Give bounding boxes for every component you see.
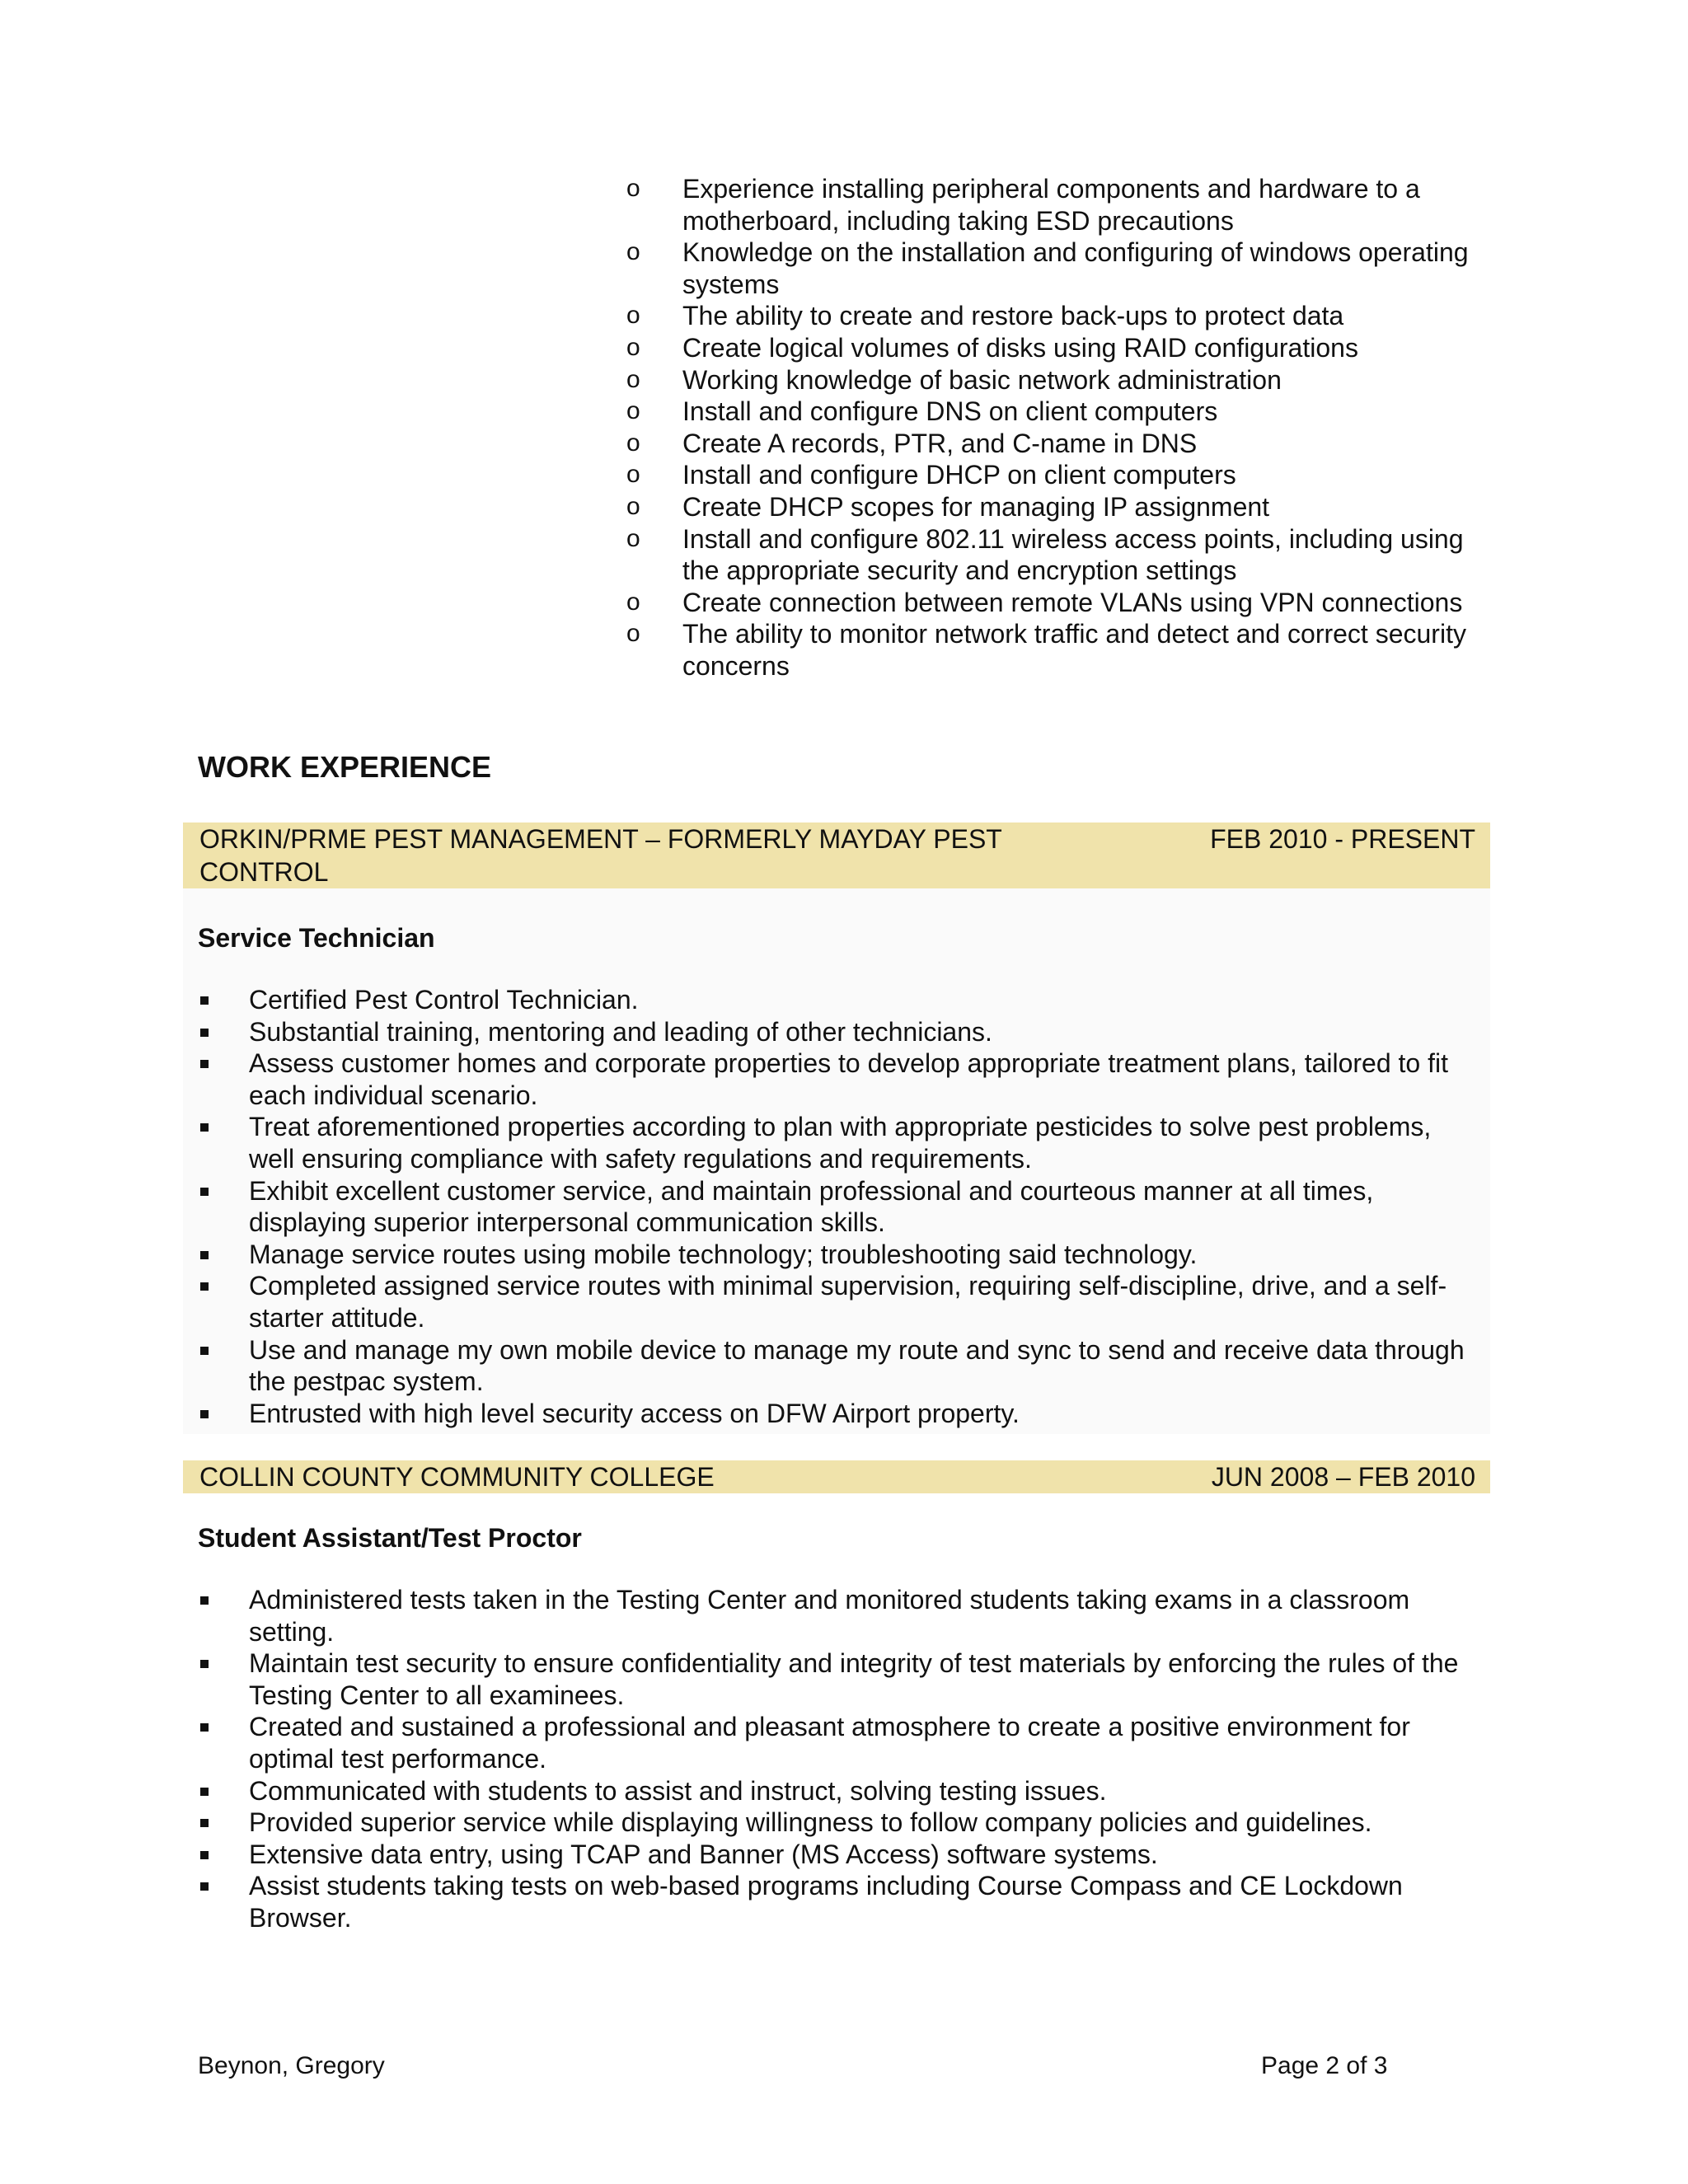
skill-item: o Create A records, PTR, and C-name in DNS — [626, 428, 1198, 458]
list-item: Administered tests taken in the Testing Center and monitored students taking exams in a classroom setting. — [198, 1584, 1484, 1647]
circle-bullet-icon: o — [626, 429, 640, 457]
company-name: COLLIN COUNTY COMMUNITY COLLEGE — [199, 1462, 715, 1492]
square-bullet-icon — [200, 1251, 209, 1259]
list-item: Communicated with students to assist and instruct, solving testing issues. — [198, 1775, 1484, 1807]
list-item: Created and sustained a professional and pleasant atmosphere to create a positive environment for optimal test performance. — [198, 1711, 1484, 1774]
square-bullet-icon — [200, 1123, 209, 1132]
list-item: Certified Pest Control Technician. — [198, 984, 1484, 1016]
list-item: Provided superior service while displaying willingness to follow company policies and guidelines. — [198, 1807, 1484, 1839]
square-bullet-icon — [200, 1882, 209, 1891]
skill-item: o Install and configure 802.11 wireless access points, including using the appropriate security and encryption settings — [626, 523, 1464, 586]
skill-item: o The ability to create and restore back-ups to protect data — [626, 301, 1344, 331]
job-title: Student Assistant/Test Proctor — [198, 1523, 582, 1553]
circle-bullet-icon: o — [626, 620, 640, 648]
circle-bullet-icon: o — [626, 175, 640, 202]
square-bullet-icon — [200, 1819, 209, 1827]
square-bullet-icon — [200, 1410, 209, 1418]
skill-item: o The ability to monitor network traffic and detect and correct security concerns — [626, 619, 1466, 681]
duties-list-collin — [198, 1584, 1484, 1934]
section-heading-work-experience: WORK EXPERIENCE — [198, 750, 492, 784]
square-bullet-icon — [200, 996, 209, 1005]
square-bullet-icon — [200, 1788, 209, 1796]
list-item: Completed assigned service routes with minimal supervision, requiring self-discipline, drive, and a self-starter attitude. — [198, 1270, 1484, 1333]
list-item: Assist students taking tests on web-based programs including Course Compass and CE Lockdown Browser. — [198, 1870, 1484, 1933]
square-bullet-icon — [200, 1029, 209, 1037]
job-header-orkin — [183, 823, 1490, 888]
list-item: Manage service routes using mobile technology; troubleshooting said technology. — [198, 1239, 1484, 1271]
skill-item: o Create logical volumes of disks using RAID configurations — [626, 332, 1358, 363]
skill-item: o Knowledge on the installation and configuring of windows operating systems — [626, 237, 1469, 299]
list-item: Substantial training, mentoring and leading of other technicians. — [198, 1016, 1484, 1048]
list-item: Treat aforementioned properties according to plan with appropriate pesticides to solve pest problems, well ensuring compliance with safety regulations and requirements. — [198, 1111, 1484, 1174]
circle-bullet-icon: o — [626, 238, 640, 266]
list-item: Entrusted with high level security access on DFW Airport property. — [198, 1398, 1484, 1430]
circle-bullet-icon: o — [626, 588, 640, 616]
circle-bullet-icon: o — [626, 492, 640, 520]
list-item: Use and manage my own mobile device to manage my route and sync to send and receive data through the pestpac system. — [198, 1334, 1484, 1398]
skill-item: o Create DHCP scopes for managing IP assignment — [626, 491, 1270, 522]
circle-bullet-icon: o — [626, 397, 640, 425]
skill-item: o Install and configure DNS on client computers — [626, 396, 1218, 427]
job-header-collin — [183, 1460, 1490, 1493]
list-item: Maintain test security to ensure confidentiality and integrity of test materials by enforcing the rules of the Testing Center to all examinees. — [198, 1647, 1484, 1711]
footer-page-number: Page 2 of 3 — [1261, 2052, 1388, 2079]
square-bullet-icon — [200, 1723, 209, 1732]
circle-bullet-icon: o — [626, 365, 640, 393]
circle-bullet-icon: o — [626, 461, 640, 489]
square-bullet-icon — [200, 1851, 209, 1859]
circle-bullet-icon: o — [626, 524, 640, 552]
skills-list — [626, 173, 1484, 682]
job-dates: FEB 2010 - PRESENT — [1210, 824, 1475, 854]
square-bullet-icon — [200, 1596, 209, 1605]
footer-author-name: Beynon, Gregory — [198, 2052, 385, 2079]
square-bullet-icon — [200, 1188, 209, 1196]
circle-bullet-icon: o — [626, 333, 640, 361]
skill-item: o Experience installing peripheral components and hardware to a motherboard, including taking ESD precautions — [626, 174, 1420, 236]
skill-item: o Working knowledge of basic network administration — [626, 364, 1282, 395]
skill-item: o Create connection between remote VLANs using VPN connections — [626, 587, 1463, 617]
list-item: Exhibit excellent customer service, and maintain professional and courteous manner at all times, displaying superior interpersonal communication skills. — [198, 1175, 1484, 1239]
circle-bullet-icon: o — [626, 302, 640, 330]
job-title: Service Technician — [198, 923, 435, 953]
square-bullet-icon — [200, 1060, 209, 1068]
square-bullet-icon — [200, 1660, 209, 1668]
square-bullet-icon — [200, 1282, 209, 1291]
job-dates: JUN 2008 – FEB 2010 — [1211, 1462, 1475, 1492]
skill-item: o Install and configure DHCP on client computers — [626, 460, 1236, 490]
company-name: ORKIN/PRME PEST MANAGEMENT – FORMERLY MAYDAY PEST CONTROL — [199, 824, 1002, 887]
duties-list-orkin — [198, 984, 1484, 1429]
square-bullet-icon — [200, 1347, 209, 1355]
list-item: Extensive data entry, using TCAP and Banner (MS Access) software systems. — [198, 1839, 1484, 1871]
list-item: Assess customer homes and corporate properties to develop appropriate treatment plans, tailored to fit each individual scenario. — [198, 1047, 1484, 1111]
